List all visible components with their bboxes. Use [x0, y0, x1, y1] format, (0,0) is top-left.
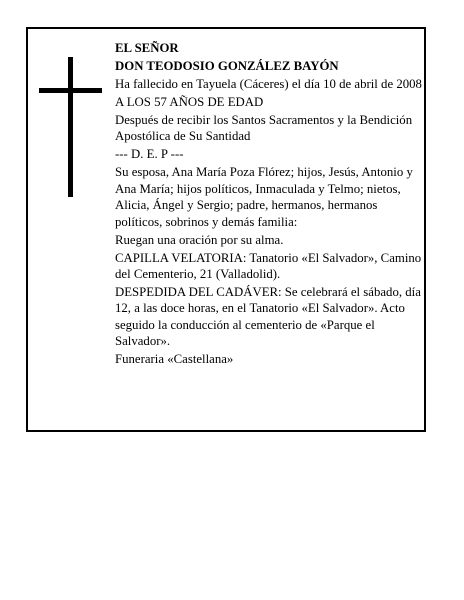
age-line: A LOS 57 AÑOS DE EDAD	[115, 95, 264, 109]
farewell-paragraph: DESPEDIDA DEL CADÁVER: Se celebrará el sábado, día 12, a las doce horas, en el Tanatorio «El Salvador». Acto seguido la conducción al cementerio de «Parque el Salvador».	[115, 285, 421, 349]
rip-line: --- D. E. P ---	[115, 147, 184, 162]
death-statement: Ha fallecido en Tayuela (Cáceres) el día 10 de abril de 2008	[115, 77, 422, 91]
family-paragraph: Su esposa, Ana María Poza Flórez; hijos, Jesús, Antonio y Ana María; hijos políticos, Inmaculada y Telmo; nietos, Alicia, Ángel y Sergio; padre, hermanos, hermanos políticos, sobrinos y demás familia:	[115, 165, 413, 229]
deceased-name: DON TEODOSIO GONZÁLEZ BAYÓN	[115, 59, 339, 73]
obituary-notice	[26, 27, 426, 432]
chapel-paragraph: CAPILLA VELATORIA: Tanatorio «El Salvador», Camino del Cementerio, 21 (Valladolid).	[115, 250, 422, 282]
prayer-line: Ruegan una oración por su alma.	[115, 232, 284, 247]
cross-vertical-bar	[68, 57, 73, 197]
sacraments-line: Después de recibir los Santos Sacramentos y la Bendición Apostólica de Su Santidad	[115, 113, 413, 144]
obituary-text	[115, 40, 423, 369]
title-line: EL SEÑOR	[115, 41, 179, 55]
funeral-home-line: Funeraria «Castellana»	[115, 352, 234, 367]
cross-horizontal-bar	[39, 88, 102, 93]
